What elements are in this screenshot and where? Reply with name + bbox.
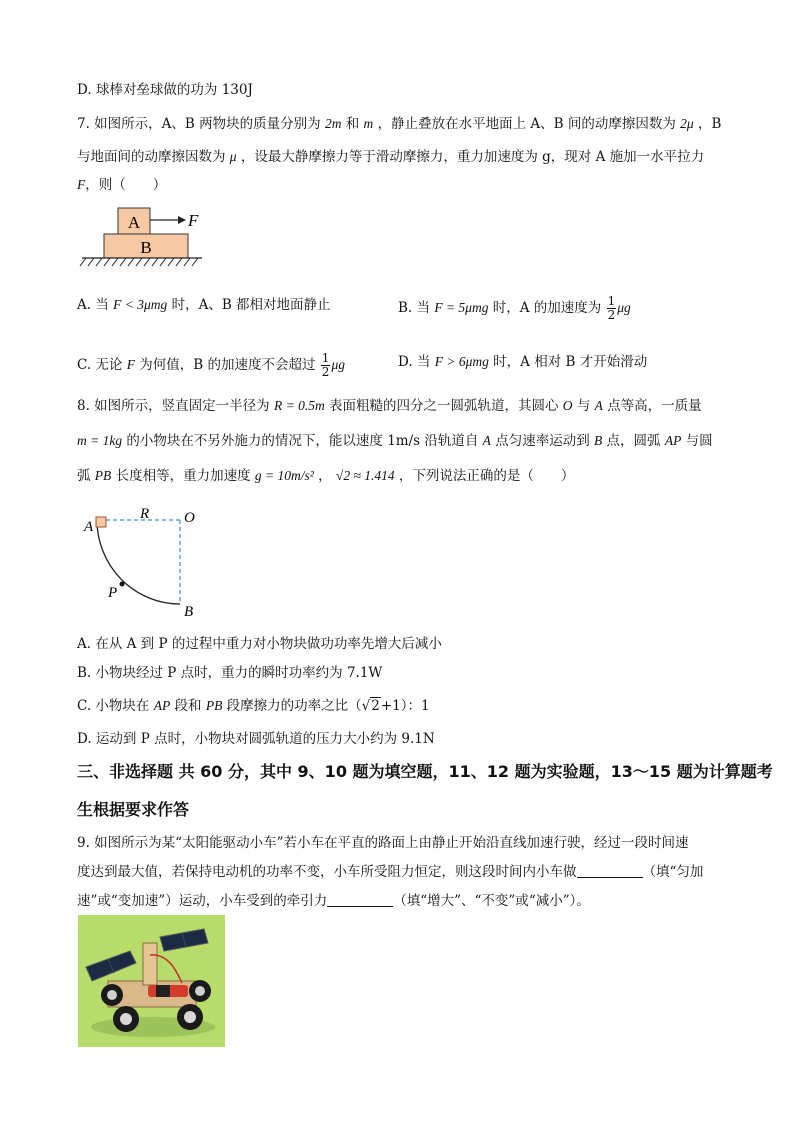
q8-radius: R = 0.5m	[273, 398, 325, 413]
q8-stem-text: ，下列说法正确的是（ ）	[398, 468, 575, 484]
q8-mass: m = 1kg	[77, 433, 123, 448]
label-b: B	[184, 604, 194, 620]
q8-arc-figure	[78, 502, 208, 620]
q8-point-a: A	[594, 398, 603, 413]
q8-option-a: A. 在从 A 到 P 的过程中重力对小物块做功功率先增大后减小	[77, 636, 442, 652]
force-label: F	[188, 211, 199, 230]
q7-option-c-force: F	[126, 357, 135, 372]
q7-option-c-prefix: C. 无论	[77, 357, 123, 373]
q8-stem-line1	[77, 396, 702, 416]
q7-option-b	[398, 295, 631, 322]
q7-option-b-condition: F = 5μmg	[434, 300, 489, 315]
q9-stem-line1: 9. 如图所示为某“太阳能驱动小车”若小车在平直的路面上由静止开始沿直线加速行驶，经过一段时间速	[77, 835, 689, 851]
q7-stem-line3	[77, 175, 166, 195]
q7-stem-text: ，设最大静摩擦力等于滑动摩擦力，重力加速度为 g，现对 A 施加一水平拉力	[240, 149, 705, 165]
q9-stem-text: （填“匀加	[642, 864, 704, 880]
q8-center-o: O	[562, 398, 573, 413]
q9-stem-text: 度达到最大值，若保持电动机的功率不变，小车所受阻力恒定，则这段时间内小车做	[77, 864, 577, 880]
q7-option-a-condition: F < 3μmg	[113, 297, 168, 312]
q8-option-c-text: 段摩擦力的功率之比（	[226, 698, 362, 714]
q7-option-b-prefix: B. 当	[398, 300, 431, 316]
q8-option-b: B. 小物块经过 P 点时，重力的瞬时功率约为 7.1W	[77, 665, 383, 681]
q7-option-b-tail: μg	[617, 300, 631, 315]
q7-option-b-fraction: $\frac{1}{2}$	[607, 294, 616, 322]
q8-option-c-text: 段和	[174, 698, 202, 714]
q9-stem-line2	[77, 862, 703, 882]
q7-mu-ab: 2μ	[680, 116, 694, 131]
q7-option-a-suffix: 时，A、B 都相对地面静止	[171, 297, 331, 313]
q8-stem-text: 弧	[77, 468, 91, 484]
label-o: O	[184, 510, 195, 526]
label-a: A	[84, 519, 94, 535]
q7-stem-text: 与地面间的动摩擦因数为	[77, 149, 226, 165]
section-heading-line2: 生根据要求作答	[77, 800, 190, 819]
q7-stem-text: 7. 如图所示，A、B 两物块的质量分别为	[77, 116, 321, 132]
q7-option-a	[77, 295, 331, 315]
q7-option-a-prefix: A. 当	[77, 297, 109, 313]
q8-stem-text: 表面粗糙的四分之一圆弧轨道，其圆心	[329, 398, 559, 414]
q8-stem-line2	[77, 431, 713, 451]
q7-stem-line2	[77, 147, 704, 167]
q7-option-d	[398, 352, 647, 372]
q8-option-d: D. 运动到 P 点时，小物块对圆弧轨道的压力大小约为 9.1N	[77, 731, 435, 747]
q8-stem-text: ，	[318, 468, 332, 484]
label-p: P	[108, 585, 118, 601]
q7-stem-line1	[77, 114, 721, 134]
q7-option-d-condition: F > 6μmg	[434, 354, 489, 369]
small-block	[96, 517, 106, 527]
q8-gravity: g = 10m/s²	[254, 468, 314, 483]
q8-point-a: A	[482, 433, 491, 448]
q7-mu: μ	[229, 149, 237, 164]
q9-blank-1[interactable]	[577, 863, 643, 878]
q8-arc-ap: AP	[664, 433, 682, 448]
q8-arc-pb: PB	[94, 468, 112, 483]
q8-stem-text: 长度相等，重力加速度	[115, 468, 251, 484]
q7-option-d-prefix: D. 当	[398, 354, 431, 370]
q8-stem-text: 与圆	[685, 433, 713, 449]
label-r: R	[140, 506, 150, 522]
q8-option-c-pb: PB	[205, 698, 223, 713]
q9-stem-text: （填“增大”、“不变”或“减小”）。	[393, 893, 590, 909]
q7-stem-text: ，静止叠放在水平地面上 A、B 间的动摩擦因数为	[377, 116, 676, 132]
q7-and: 和	[345, 116, 360, 132]
q7-stem-text: ，B	[697, 116, 722, 132]
q8-stem-text: 的小物块在不另外施力的情况下，能以速度 1m/s 沿轨道自	[126, 433, 479, 449]
solar-car-photo	[78, 915, 225, 1047]
block-a-label: A	[127, 213, 141, 232]
q9-blank-2[interactable]	[327, 892, 393, 907]
section-heading-line1: 三、非选择题 共 60 分，其中 9、10 题为填空题，11、12 题为实验题，13～15 题为计算题考	[77, 762, 773, 781]
q7-option-b-mid: 时，A 的加速度为	[492, 300, 602, 316]
q8-stem-text: 点匀速率运动到	[495, 433, 590, 449]
q8-stem-text: 点，圆弧	[606, 433, 661, 449]
q7-option-c-mid: 为何值，B 的加速度不会超过	[139, 357, 316, 373]
q7-force-symbol: F	[77, 177, 86, 192]
q8-stem-text: 与	[576, 398, 591, 414]
q7-option-c-tail: μg	[331, 357, 345, 372]
q7-option-c	[77, 352, 345, 379]
q8-sqrt2: √2 ≈ 1.414	[335, 468, 395, 483]
q9-stem-text: 速”或“变加速”）运动，小车受到的牵引力	[77, 893, 328, 909]
q8-option-c-text: C. 小物块在	[77, 698, 150, 714]
q6-option-d: D. 球棒对垒球做的功为 130J	[77, 82, 253, 98]
q7-mass-b: m	[363, 116, 374, 131]
force-arrowhead	[178, 216, 186, 224]
q8-option-c-text: +1）：1	[380, 698, 430, 714]
q7-option-d-suffix: 时，A 相对 B 才开始滑动	[493, 354, 648, 370]
q8-option-c	[77, 696, 430, 716]
q8-stem-text: 8. 如图所示，竖直固定一半径为	[77, 398, 270, 414]
q7-blocks-figure	[78, 205, 208, 269]
q8-stem-text: 点等高，一质量	[607, 398, 702, 414]
q9-stem-line3	[77, 891, 590, 911]
point-p-marker	[120, 582, 125, 587]
solar-car-illustration	[78, 915, 225, 1047]
q8-option-c-ap: AP	[153, 698, 171, 713]
block-b-label: B	[140, 238, 152, 257]
q7-stem-text: ，则（ ）	[85, 177, 167, 193]
q8-option-c-sqrt: √2	[361, 698, 380, 714]
q7-option-c-fraction: $\frac{1}{2}$	[321, 351, 330, 379]
ground-hatch	[80, 258, 198, 266]
q8-stem-line3	[77, 466, 574, 486]
q7-mass-a: 2m	[324, 116, 342, 131]
q8-point-b: B	[594, 433, 603, 448]
